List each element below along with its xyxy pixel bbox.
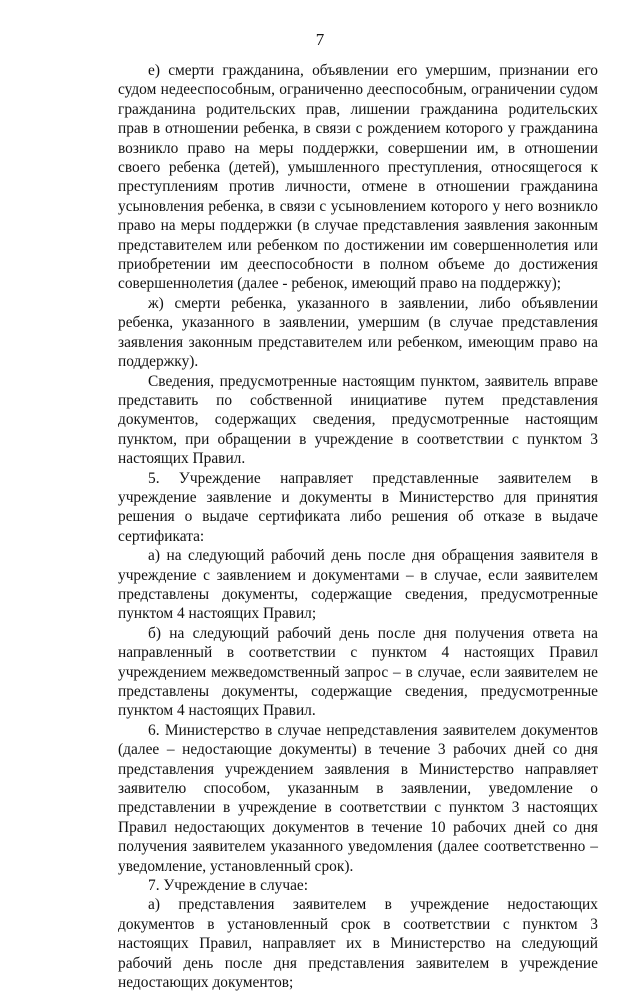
- paragraph-clause-5-b: б) на следующий рабочий день после дня получения ответа на направленный в соответствии с пунктом 4 настоящих Правил учреждением межведомственный запрос – в случае, если заявителем не представлены документы, содержащие сведения, предусмотренные пунктом 4 настоящих Правил.: [118, 624, 598, 720]
- document-body: [118, 61, 598, 993]
- page-number: 7: [315, 30, 325, 49]
- paragraph-clause-6: 6. Министерство в случае непредставления заявителем документов (далее – недостающие документы) в течение 3 рабочих дней со дня представления учреждением заявления в Министерство направляет заявителю способом, указанным в заявлении, уведомление о представлении в учреждение в соответствии с пунктом 3 настоящих Правил недостающих документов в течение 10 рабочих дней со дня получения заявителем указанного уведомления (далее соответственно – уведомление, установленный срок).: [118, 721, 598, 875]
- paragraph-item-e: е) смерти гражданина, объявлении его умершим, признании его судом недееспособным, ограниченно дееспособным, ограничении судом гражданина родительских прав, лишении гражданина родительских прав в отношении ребенка, в связи с рождением которого у гражданина возникло право на меры поддержки, совершении им, в отношении своего ребенка (детей), умышленного преступления, относящегося к преступлениям против личности, отмене в отношении гражданина усыновления ребенка, в связи с усыновлением которого у него возникло право на меры поддержки (в случае представления заявления законным представителем или ребенком по достижении им совершеннолетия или приобретении им дееспособности в полном объеме до достижения совершеннолетия (далее - ребенок, имеющий право на поддержку);: [118, 62, 598, 293]
- paragraph-clause-7: 7. Учреждение в случае:: [148, 877, 309, 895]
- paragraph-item-zh: ж) смерти ребенка, указанного в заявлении, либо объявлении ребенка, указанного в заявлении, умершим (в случае представления заявления законным представителем или ребенком, имеющим право на поддержку).: [118, 294, 598, 371]
- paragraph-info-note: Сведения, предусмотренные настоящим пунктом, заявитель вправе представить по собственной инициативе путем представления документов, содержащих сведения, предусмотренные настоящим пунктом, при обращении в учреждение в соответствии с пунктом 3 настоящих Правил.: [118, 372, 598, 468]
- paragraph-clause-5-a: а) на следующий рабочий день после дня обращения заявителя в учреждение с заявлением и документами – в случае, если заявителем представлены документы, содержащие сведения, предусмотренные пунктом 4 настоящих Правил;: [118, 547, 598, 623]
- paragraph-clause-7-a: а) представления заявителем в учреждение недостающих документов в установленный срок в соответствии с пунктом 3 настоящих Правил, направляет их в Министерство на следующий рабочий день после дня представления заявителем в учреждение недостающих документов;: [118, 896, 598, 992]
- paragraph-clause-5: 5. Учреждение направляет представленные заявителем в учреждение заявление и документы в Министерство для принятия решения о выдаче сертификата либо решения об отказе в выдаче сертификата:: [118, 469, 598, 545]
